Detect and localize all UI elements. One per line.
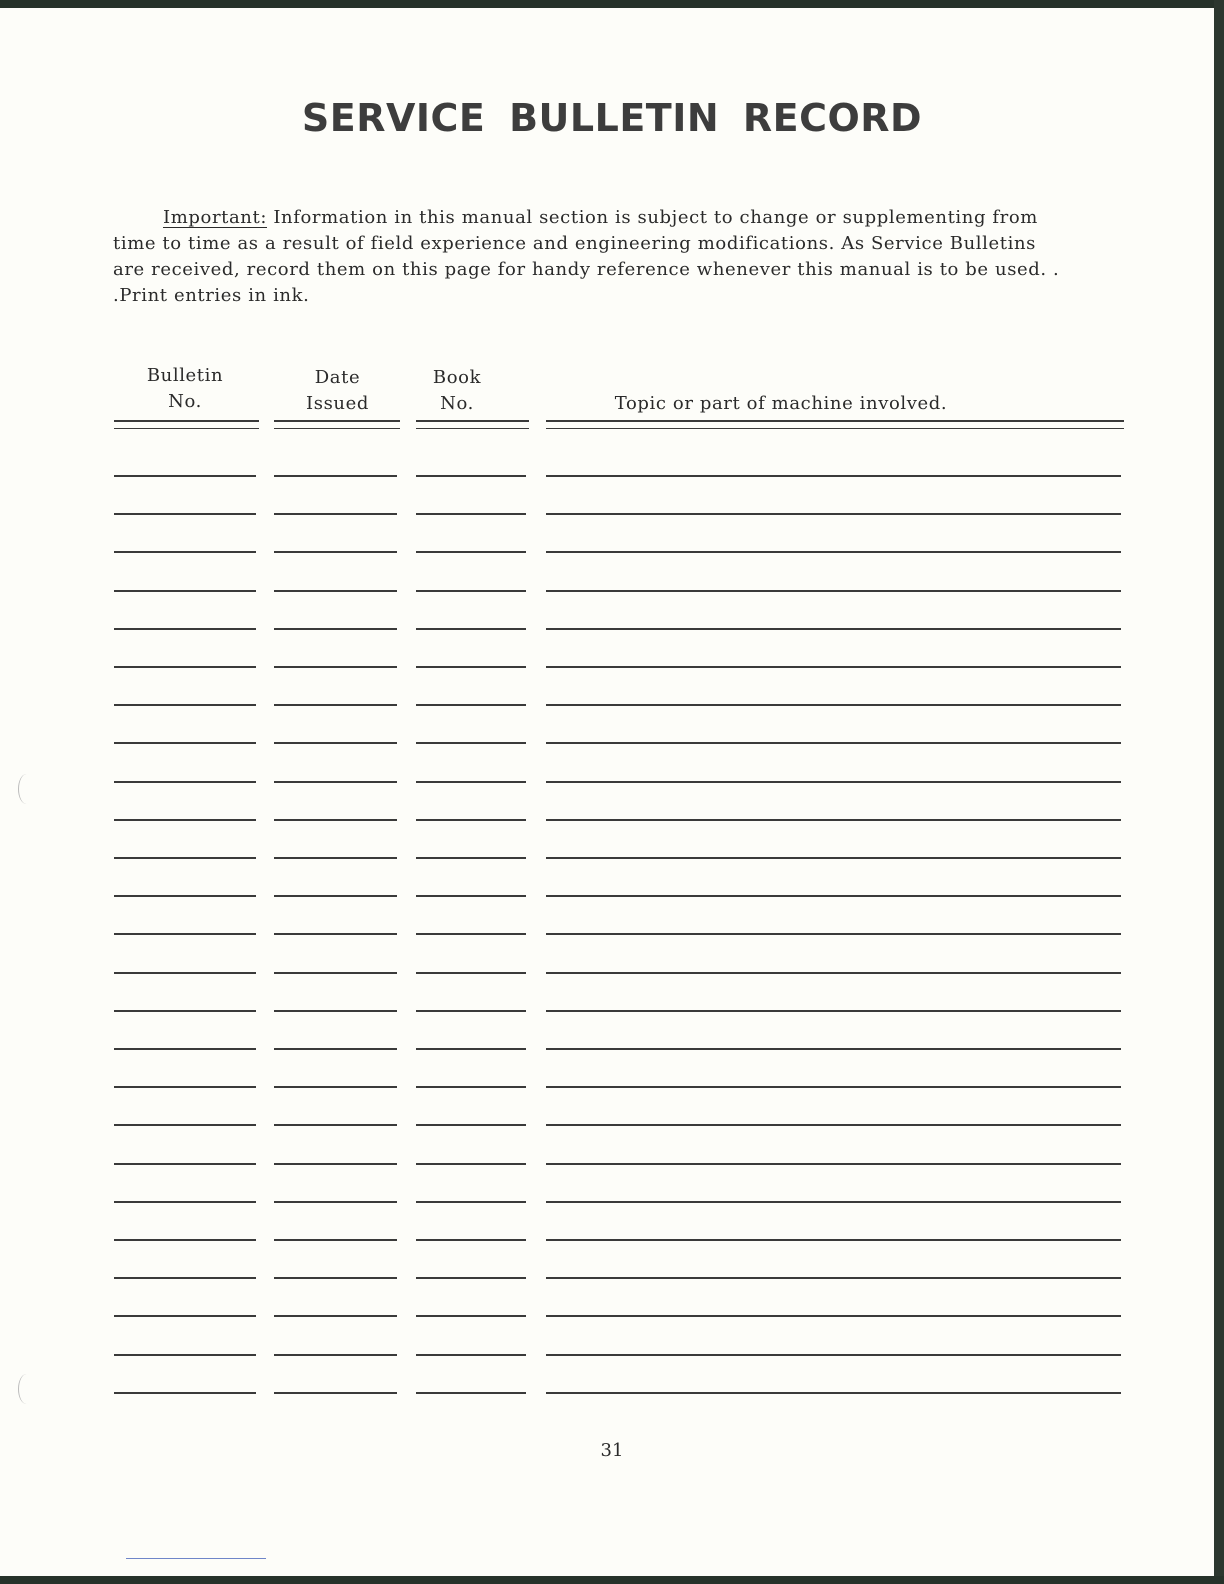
entry-line: [274, 590, 397, 592]
page-number: 31: [600, 1440, 624, 1461]
entry-line: [416, 781, 526, 783]
margin-mark: [18, 1374, 35, 1404]
entry-line: [416, 420, 529, 422]
entry-line: [114, 895, 256, 897]
entry-line: [274, 1048, 397, 1050]
entry-line: [416, 819, 526, 821]
entry-line: [416, 1124, 526, 1126]
entry-line: [416, 1392, 526, 1394]
entry-line: [546, 628, 1121, 630]
page-title: SERVICE BULLETIN RECORD: [301, 96, 923, 140]
entry-line: [546, 1239, 1121, 1241]
intro-paragraph: [113, 205, 1063, 309]
entry-line: [416, 742, 526, 744]
entry-line: [114, 1239, 256, 1241]
entry-line: [114, 1163, 256, 1165]
entry-line: [114, 1010, 256, 1012]
entry-line: [546, 933, 1121, 935]
entry-line: [274, 628, 397, 630]
entry-line: [114, 1124, 256, 1126]
entry-line: [114, 590, 256, 592]
entry-line: [274, 475, 397, 477]
entry-line: [416, 895, 526, 897]
scan-top-edge: [0, 0, 1224, 8]
entry-line: [546, 1086, 1121, 1088]
entry-line: [546, 1354, 1121, 1356]
entry-line: [416, 475, 526, 477]
entry-line: [114, 819, 256, 821]
entry-line: [274, 1163, 397, 1165]
entry-line: [416, 1239, 526, 1241]
entry-line: [416, 1201, 526, 1203]
entry-line: [114, 781, 256, 783]
entry-line: [114, 475, 256, 477]
scan-edge-line: [126, 1558, 266, 1559]
entry-line: [274, 933, 397, 935]
entry-line: [114, 1086, 256, 1088]
entry-line: [274, 1277, 397, 1279]
entry-line: [274, 1354, 397, 1356]
entry-line: [274, 819, 397, 821]
entry-line: [274, 1201, 397, 1203]
entry-line: [274, 704, 397, 706]
entry-line: [274, 666, 397, 668]
scan-right-edge: [1214, 0, 1224, 1584]
entry-line: [416, 933, 526, 935]
entry-line: [274, 742, 397, 744]
entry-line: [546, 1010, 1121, 1012]
entry-line: [416, 972, 526, 974]
entry-line: [546, 1201, 1121, 1203]
entry-line: [416, 628, 526, 630]
entry-line: [416, 551, 526, 553]
entry-line: [416, 704, 526, 706]
entry-line: [546, 1163, 1121, 1165]
entry-line: [546, 420, 1124, 422]
entry-line: [114, 420, 259, 422]
entry-line: [114, 1315, 256, 1317]
entry-line: [546, 1124, 1121, 1126]
entry-line: [114, 704, 256, 706]
entry-line: [274, 428, 400, 429]
entry-line: [546, 513, 1121, 515]
column-header-line2: Issued: [306, 393, 369, 414]
margin-mark: [18, 774, 35, 804]
column-header-bulletin-no: [115, 363, 255, 415]
entry-line: [416, 1315, 526, 1317]
entry-line: [114, 1354, 256, 1356]
entry-line: [274, 551, 397, 553]
entry-line: [546, 895, 1121, 897]
entry-line: [416, 1048, 526, 1050]
column-header-line1: Bulletin: [146, 365, 224, 386]
column-header-line2: Topic or part of machine involved.: [614, 393, 948, 414]
entry-line: [114, 1277, 256, 1279]
column-header-line1: Date: [314, 367, 361, 388]
entry-line: [416, 1086, 526, 1088]
entry-line: [114, 742, 256, 744]
entry-line: [114, 628, 256, 630]
entry-line: [416, 1010, 526, 1012]
column-header-line1: Book: [432, 367, 482, 388]
entry-line: [546, 428, 1124, 429]
entry-line: [114, 1048, 256, 1050]
entry-line: [546, 742, 1121, 744]
entry-line: [416, 428, 529, 429]
entry-line: [274, 1239, 397, 1241]
column-header-date-issued: [275, 365, 400, 417]
entry-line: [416, 666, 526, 668]
column-header-topic: [546, 391, 1016, 417]
intro-body: Information in this manual section is subject to change or supplementing from time to time as a result of field experience and engineering modifications. As Service Bulletins are received, record them on this page for handy reference whenever this manual is to be used. . .Print entries in ink.: [113, 207, 1060, 306]
entry-line: [546, 1315, 1121, 1317]
entry-line: [274, 420, 400, 422]
column-header-book-no: [412, 365, 502, 417]
entry-line: [546, 1392, 1121, 1394]
entry-line: [274, 513, 397, 515]
entry-line: [114, 1392, 256, 1394]
column-header-line2: No.: [168, 391, 202, 412]
entry-line: [546, 551, 1121, 553]
entry-line: [416, 857, 526, 859]
entry-line: [274, 1010, 397, 1012]
entry-line: [416, 1354, 526, 1356]
entry-line: [274, 972, 397, 974]
entry-line: [416, 1163, 526, 1165]
entry-line: [114, 933, 256, 935]
entry-line: [274, 1124, 397, 1126]
entry-line: [114, 972, 256, 974]
column-header-line2: No.: [440, 393, 474, 414]
entry-line: [546, 857, 1121, 859]
entry-line: [114, 551, 256, 553]
entry-line: [274, 1086, 397, 1088]
scan-bottom-edge: [0, 1576, 1224, 1584]
entry-line: [114, 513, 256, 515]
entry-line: [274, 895, 397, 897]
entry-line: [546, 590, 1121, 592]
entry-line: [416, 513, 526, 515]
intro-lead: Important:: [163, 207, 267, 228]
entry-line: [546, 475, 1121, 477]
entry-line: [274, 781, 397, 783]
entry-line: [416, 1277, 526, 1279]
entry-line: [114, 428, 259, 429]
entry-line: [114, 1201, 256, 1203]
entry-line: [114, 857, 256, 859]
entry-line: [274, 1315, 397, 1317]
entry-line: [274, 857, 397, 859]
entry-line: [546, 781, 1121, 783]
entry-line: [546, 666, 1121, 668]
entry-line: [546, 972, 1121, 974]
entry-line: [274, 1392, 397, 1394]
entry-line: [546, 1048, 1121, 1050]
entry-line: [546, 704, 1121, 706]
entry-line: [546, 1277, 1121, 1279]
entry-line: [416, 590, 526, 592]
entry-line: [546, 819, 1121, 821]
entry-line: [114, 666, 256, 668]
